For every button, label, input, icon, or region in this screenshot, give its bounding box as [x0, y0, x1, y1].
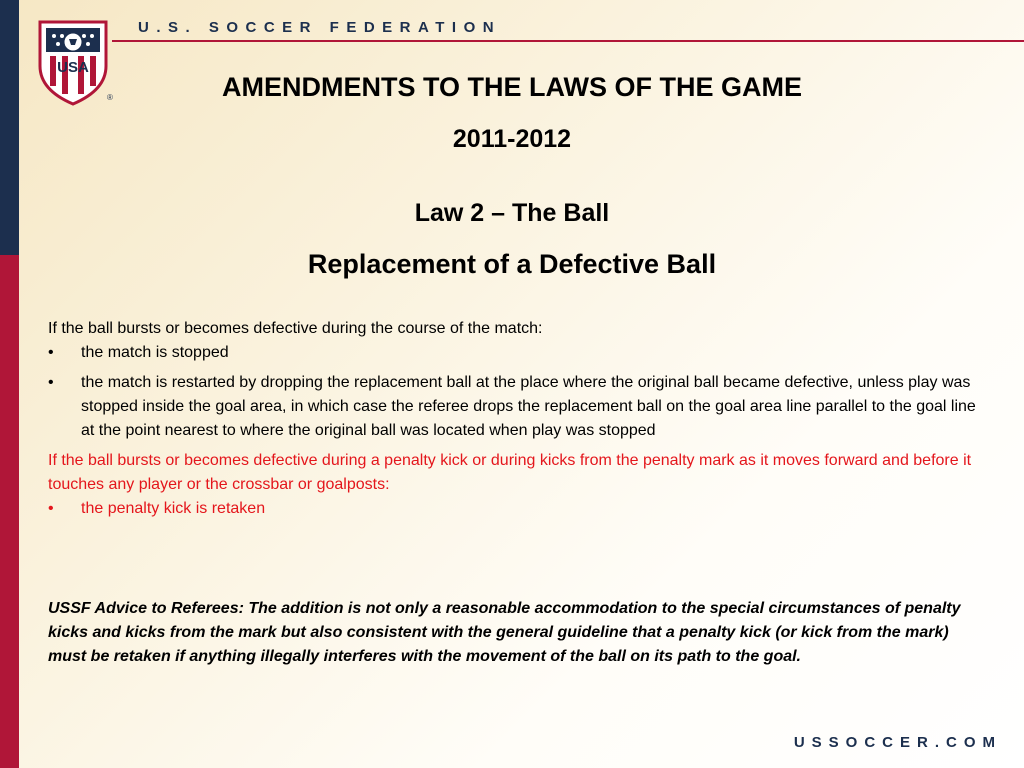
intro-text: If the ball bursts or becomes defective during the course of the match: — [48, 320, 543, 337]
penalty-intro-text: If the ball bursts or becomes defective during a penalty kick or during kicks from the penalty mark as it moves forward and before it touches any player or the crossbar or goalposts: — [48, 452, 972, 493]
bullet-text: the match is restarted by dropping the replacement ball at the place where the original ball became defective, unless play was stopped inside the goal area, in which case the referee drops the replacement ball on the goal area line parallel to the goal line at the point nearest to where the original ball was located when play was stopped — [81, 374, 976, 439]
bullet-dot: • — [48, 374, 54, 391]
slide-body — [48, 317, 988, 527]
law-subheading: Replacement of a Defective Ball — [307, 249, 717, 279]
logo-letters: USA — [57, 59, 89, 76]
slide-title: AMENDMENTS TO THE LAWS OF THE GAME — [222, 72, 802, 102]
header-divider — [112, 40, 1024, 42]
penalty-bullet-item — [48, 497, 988, 521]
bullet-item — [48, 371, 988, 443]
bullet-dot: • — [48, 344, 54, 361]
footer-website: USSOCCER.COM — [793, 734, 1002, 751]
ussf-advice-text: USSF Advice to Referees: The addition is not only a reasonable accommodation to the special circumstances of penalty kicks and kicks from the mark but also consistent with the general guideline that a penalty kick (or kick from the mark) must be retaken if anything illegally interferes with the movement of the ball on its path to the goal. — [48, 600, 961, 665]
left-accent-bar-red — [0, 255, 19, 768]
bullet-item — [48, 341, 988, 365]
bullet-text: the penalty kick is retaken — [81, 500, 266, 517]
header-org-name: U.S. SOCCER FEDERATION — [138, 19, 502, 36]
registered-mark: ® — [107, 93, 113, 102]
slide-year: 2011-2012 — [452, 125, 572, 153]
law-heading: Law 2 – The Ball — [414, 199, 610, 227]
bullet-text: the match is stopped — [81, 344, 229, 361]
bullet-dot: • — [48, 500, 54, 517]
